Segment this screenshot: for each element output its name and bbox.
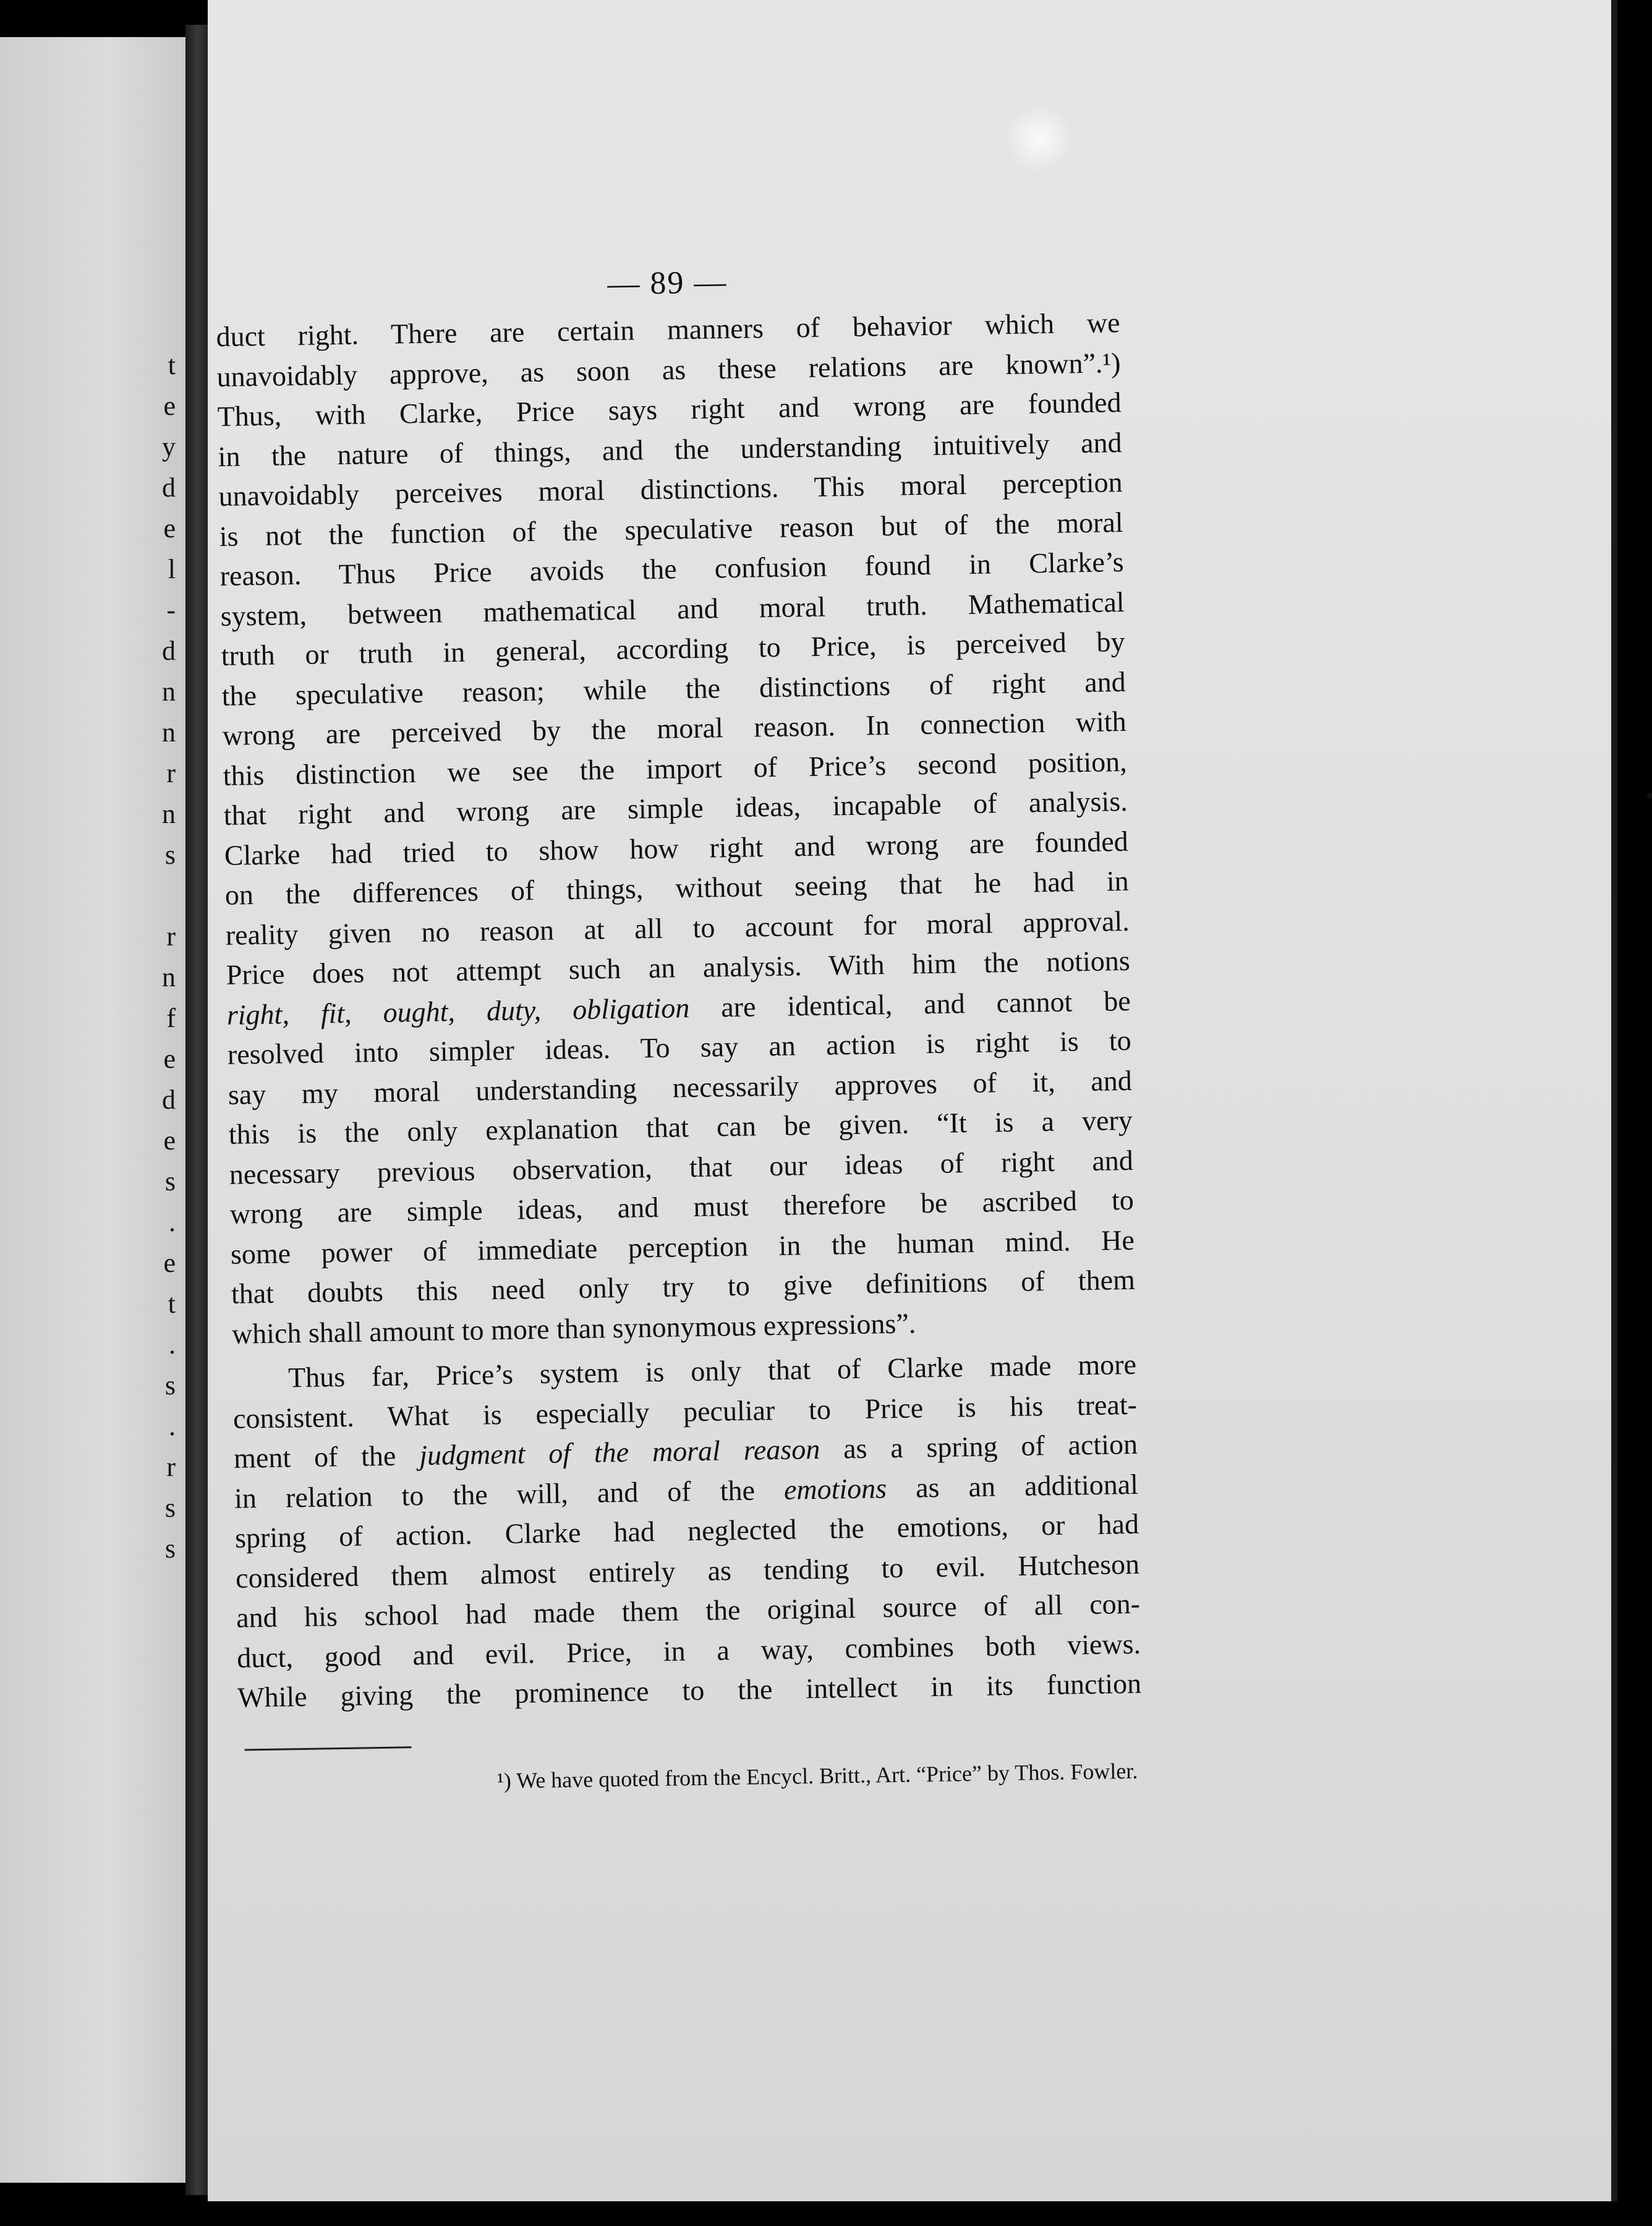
text-line: wrong are perceived by the moral reason. In connection with	[222, 705, 1126, 751]
footnote: ¹) We have quoted from the Encycl. Britt., Art. “Price” by Thos. Fowler.	[496, 1758, 1138, 1793]
margin-letter: t	[168, 1289, 176, 1319]
text-line: Clarke had tried to show how right and wrong are founded	[224, 825, 1129, 871]
margin-letter: e	[163, 391, 176, 421]
text-run: in relation to the will, and of the	[234, 1473, 785, 1514]
italic-emotions: emotions	[783, 1472, 887, 1506]
margin-letter: y	[162, 432, 176, 462]
footnote-divider	[245, 1746, 412, 1751]
text-line: considered them almost entirely as tending to evil. Hutcheson	[235, 1548, 1140, 1594]
margin-letter: t	[168, 350, 176, 380]
margin-letter: -	[166, 595, 176, 625]
text-line: the speculative reason; while the distinctions of right and	[221, 665, 1126, 712]
margin-letter: e	[163, 1044, 176, 1074]
margin-letter: r	[166, 758, 176, 788]
margin-letter: s	[164, 840, 176, 870]
text-line: say my moral understanding necessarily approves of it, and	[228, 1064, 1133, 1111]
left-page-margin-letters	[162, 349, 176, 1574]
text-line: in the nature of things, and the understanding intuitively and	[218, 426, 1122, 472]
paragraph-1	[216, 303, 1136, 1354]
text-line: unavoidably perceives moral distinctions. This moral perception	[218, 466, 1123, 512]
text-line: consistent. What is especially peculiar to Price is his treat-	[232, 1388, 1138, 1435]
text-line: that right and wrong are simple ideas, incapable of analysis.	[223, 785, 1128, 831]
text-run: ment of the	[233, 1439, 420, 1474]
text-line: truth or truth in general, according to Price, is perceived by	[221, 625, 1125, 672]
margin-letter: d	[162, 636, 176, 666]
text-run: as an additional	[886, 1468, 1139, 1504]
margin-letter: r	[166, 921, 176, 952]
margin-letter: n	[162, 717, 176, 748]
margin-letter: s	[164, 1533, 176, 1564]
margin-letter: d	[162, 472, 176, 503]
page-number: — 89 —	[607, 264, 728, 302]
margin-letter: n	[162, 962, 176, 992]
margin-letter: l	[168, 554, 176, 584]
margin-letter: s	[164, 1370, 176, 1401]
text-line: which shall amount to more than synonymous expressions”.	[231, 1307, 916, 1350]
italic-judgment: judgment of the moral reason	[419, 1433, 820, 1472]
margin-letter: d	[162, 1085, 176, 1115]
text-line: system, between mathematical and moral truth. Mathematical	[220, 586, 1125, 632]
text-line: duct right. There are certain manners of behavior which we	[216, 307, 1120, 352]
text-line: Thus far, Price’s system is only that of Clarke made more	[287, 1348, 1137, 1394]
page-content	[215, 258, 1143, 1797]
text-run: are identical, and cannot be	[689, 984, 1131, 1023]
text-line: necessary previous observation, that our ideas of right and	[229, 1144, 1134, 1190]
text-line: While giving the prominence to the intellect in its function	[237, 1667, 1142, 1713]
left-page-fragment	[0, 37, 185, 2183]
margin-letter: .	[169, 1411, 176, 1441]
margin-letter: f	[166, 1003, 176, 1033]
margin-letter: .	[169, 1207, 176, 1237]
margin-letter: r	[166, 1452, 176, 1482]
margin-letter: s	[164, 1166, 176, 1196]
text-line: that doubts this need only try to give definitions of them	[231, 1263, 1136, 1310]
text-line: spring of action. Clarke had neglected the emotions, or had	[234, 1507, 1139, 1554]
text-line: and his school had made them the original source of all con-	[236, 1587, 1141, 1634]
text-run: as a spring of action	[819, 1428, 1138, 1465]
margin-letter: e	[163, 1248, 176, 1278]
margin-letter: s	[164, 1493, 176, 1523]
text-line: Thus, with Clarke, Price says right and wrong are founded	[217, 386, 1122, 432]
ink-speck	[1647, 793, 1652, 799]
text-line: unavoidably approve, as soon as these relations are known”.¹)	[216, 346, 1121, 393]
paper-smudge	[1005, 105, 1073, 173]
paragraph-2	[232, 1345, 1142, 1718]
text-line: this is the only explanation that can be given. “It is a very	[228, 1104, 1133, 1150]
text-line: resolved into simpler ideas. To say an action is right is to	[227, 1024, 1132, 1070]
margin-letter: n	[162, 676, 176, 707]
text-line: reason. Thus Price avoids the confusion found in Clarke’s	[219, 545, 1124, 592]
text-line: reality given no reason at all to account for moral approval.	[225, 905, 1130, 951]
margin-letter: .	[169, 1329, 176, 1360]
margin-letter: n	[162, 799, 176, 829]
italic-notions: right, fit, ought, duty, obligation	[226, 991, 690, 1031]
margin-letter: e	[163, 513, 176, 544]
text-line: Price does not attempt such an analysis. With him the notions	[226, 944, 1131, 991]
text-line: this distinction we see the import of Price’s second position,	[223, 745, 1128, 791]
margin-letter: e	[163, 1125, 176, 1156]
text-line: some power of immediate perception in the human mind. He	[230, 1224, 1135, 1270]
text-line: on the differences of things, without seeing that he had in	[224, 864, 1130, 911]
text-line: duct, good and evil. Price, in a way, combines both views.	[236, 1627, 1141, 1674]
text-line: wrong are simple ideas, and must therefore be ascribed to	[229, 1183, 1135, 1230]
text-line: is not the function of the speculative reason but of the moral	[219, 506, 1123, 552]
